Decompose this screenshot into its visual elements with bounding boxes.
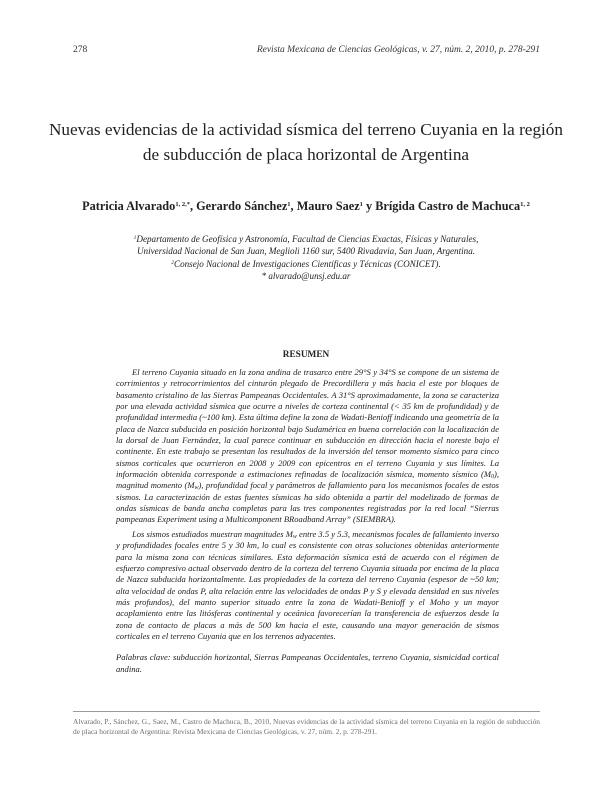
subscript: w bbox=[292, 533, 297, 540]
affiliation-mark: 2 bbox=[171, 259, 175, 266]
affiliations bbox=[60, 233, 552, 283]
abstract-text: ), profundidad focal y parámetros de fallamiento para los mecanismos focales de estos sismos. La caracterización de estas fuentes sísmicas ha sido obtenida a partir del modelizado de formas de ondas sísmicas de banda ancha completas para las tres componentes registradas por la red local “Sierras pampeanas Experiment using a Multicomponent BRoadband Array” (SIEMBRA). bbox=[116, 480, 499, 525]
abstract-body bbox=[116, 367, 499, 675]
page-number: 278 bbox=[73, 45, 88, 55]
author-separator: , bbox=[189, 199, 197, 213]
author-affiliation-mark: 1, 2,* bbox=[175, 201, 190, 208]
author-name: Mauro Saez bbox=[296, 199, 360, 213]
citation-divider bbox=[73, 711, 540, 712]
abstract-paragraph-2 bbox=[116, 529, 499, 642]
title-line-2: de subducción de placa horizontal de Argentina bbox=[142, 145, 470, 164]
corresponding-email[interactable]: * alvarado@unsj.edu.ar bbox=[261, 271, 351, 282]
author-separator: y bbox=[362, 199, 376, 213]
abstract-text: ), magnitud momento (M bbox=[116, 469, 499, 491]
author-affiliation-mark: 1 bbox=[359, 201, 363, 208]
paper-title bbox=[40, 117, 572, 167]
citation-footer: Alvarado, P., Sánchez, G., Saez, M., Castro de Machuca, B., 2010, Nuevas evidencias de la actividad sísmica del terreno Cuyania en la región de subducción de placa horizontal de Argentina: Revista Mexicana de Ciencias Geológicas, v. 27, núm. 2, p. 278-291. bbox=[73, 717, 540, 737]
title-line-1: Nuevas evidencias de la actividad sísmica del terreno Cuyania en la región bbox=[49, 120, 563, 139]
abstract-text: El terreno Cuyania situado en la zona andina de trasarco entre 29°S y 34°S se compone de un sistema de corrimientos y retrocorrimientos del cinturón plegado de Precordillera y más hacia el este por bloques de basamento cristalino de las Sierras Pampeanas Occidentales. A 31°S aproximadamente, la zona se caracteriza por una elevada actividad sísmica que ocurre a niveles de corteza continental (< 35 km de profundidad) y de profundidad intermedia (~100 km). Esta última define la zona de Wadati-Benioff indicando una geometría de la placa de Nazca subducida en posición horizontal bajo Sudamérica en buena correlación con la localización de la dorsal de Juan Fernández, la cual parece continuar en subducción en dirección hacia el noreste bajo el continente. En este trabajo se presentan los resultados de la inversión del tensor momento sísmico para cinco sismos corticales que ocurrieron en 2008 y 2009 con epicentros en el terreno Cuyania y sus límites. La información obtenida corresponde a estimaciones refinadas de localización sísmica, momento sísmico (M bbox=[116, 367, 499, 480]
author-list bbox=[40, 199, 572, 214]
affiliation-mark: 1 bbox=[133, 235, 137, 241]
abstract-paragraph-1 bbox=[116, 367, 499, 526]
abstract-text: entre 3.5 y 5.3, mecanismos focales de fallamiento inverso y profundidades focales entre 5 y 30 km, lo cual es consistente con otras soluciones obtenidas anteriormente para la misma zona con técnicas similares. Esta deformación sísmica está de acuerdo con el régimen de esfuerzo compresivo actual observado dentro de la corteza del terreno Cuyania situada por encima de la placa de Nazca subducida horizontalmente. Las propiedades de la corteza del terreno Cuyania (espesor de ~50 km; alta velocidad de ondas P, alta relación entre las velocidades de ondas P y S y elevada densidad en sus niveles más profundos), del manto superior situado entre la zona de Wadati-Benioff y el Moho y un mayor acoplamiento entre las litósferas continental y oceánica favorecerían la transferencia de esfuerzos desde la zona de contacto de placas a más de 500 km hacia el este, causando una mayor generación de sismos corticales en el terreno Cuyania que en los terrenos adyacentes. bbox=[116, 528, 499, 641]
author-name: Patricia Alvarado bbox=[82, 199, 176, 213]
author-affiliation-mark: 1, 2 bbox=[520, 201, 530, 208]
keywords: Palabras clave: subducción horizontal, Sierras Pampeanas Occidentales, terreno Cuyania, sismicidad cortical andina. bbox=[116, 652, 499, 674]
author-affiliation-mark: 1 bbox=[287, 201, 291, 208]
affiliation-1-line-1 bbox=[60, 233, 552, 245]
author-separator: , bbox=[290, 199, 297, 213]
abstract-heading: RESUMEN bbox=[282, 350, 330, 360]
affiliation-text: Departamento de Geofísica y Astronomía, Facultad de Ciencias Exactas, Físicas y Naturales, bbox=[136, 234, 479, 244]
subscript: 0 bbox=[491, 474, 495, 481]
subscript: w bbox=[194, 485, 199, 492]
journal-header: Revista Mexicana de Ciencias Geológicas, v. 27, núm. 2, 2010, p. 278-291 bbox=[256, 45, 540, 55]
affiliation-2 bbox=[60, 258, 552, 270]
author-name: Gerardo Sánchez bbox=[196, 199, 288, 213]
author-name: Brígida Castro de Machuca bbox=[375, 199, 521, 213]
abstract-text: Los sismos estudiados muestran magnitudes M bbox=[132, 528, 293, 539]
affiliation-1-line-2: Universidad Nacional de San Juan, Meglioli 1160 sur, 5400 Rivadavia, San Juan, Argentina. bbox=[136, 246, 476, 257]
affiliation-text: Consejo Nacional de Investigaciones Científicas y Técnicas (CONICET). bbox=[174, 258, 441, 269]
